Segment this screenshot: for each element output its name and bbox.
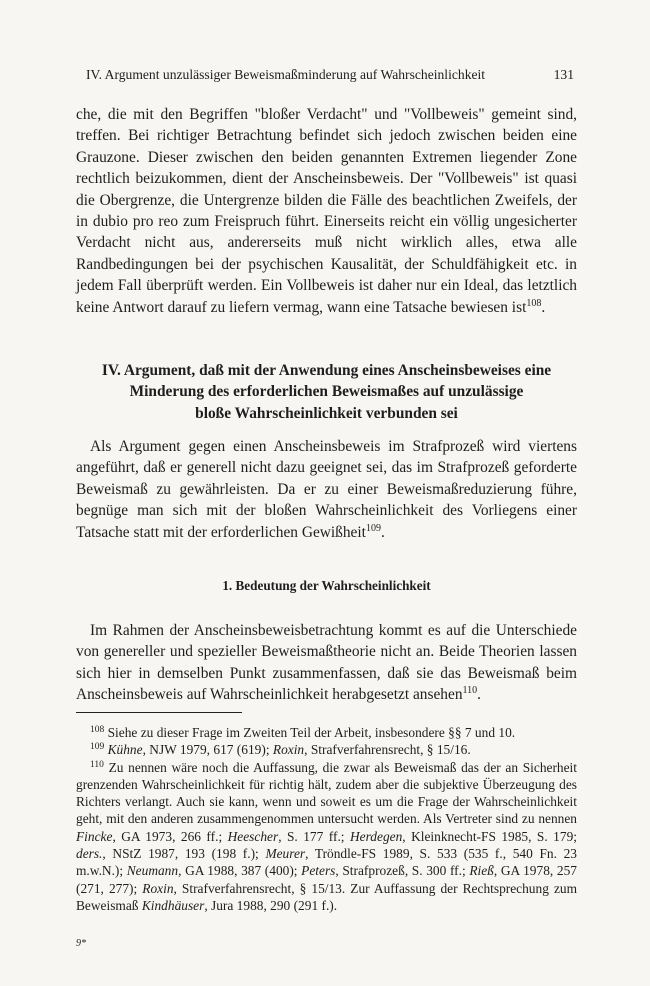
author-name: ders.	[76, 846, 103, 862]
author-name: Peters	[301, 863, 336, 879]
author-name: Kindhäuser	[141, 897, 205, 913]
footnote-ref-110[interactable]: 110	[462, 685, 478, 697]
footnote-number: 110	[90, 759, 104, 770]
footnote-110: $^{110}$ Zu nennen wäre noch die Auffassung, die zwar als Beweismaß das der an Sicherheit grenzenden Wahrscheinlichkeit für richtig hält, zudem aber die subjektive Überzeugung des Richters verlangt. Auch sie kann, wenn und soweit es um die Frage der Wahrscheinlichkeit geht, mit den anderen zusammengenommen untersucht werden. Als Vertreter sind zu nennen Fincke, GA 1973, 266 ff.; Heescher, S. 177 ff.; Herdegen, Kleinknecht-FS 1985, S. 179; ders., NStZ 1987, 193 (198 f.); Meurer, Tröndle-FS 1989, S. 533 (535 f., 540 Fn. 23 m.w.N.); Neumann, GA 1988, 387 (400); Peters, Strafprozeß, S. 300 ff.; Rieß, GA 1978, 257 (271, 277); Roxin, Strafverfahrensrecht, § 15/13. Zur Auffassung der Rechtsprechung zum Beweismaß Kindhäuser, Jura 1988, 290 (291 f.).	[76, 759, 578, 913]
author-name: Kühne	[107, 742, 143, 758]
subsection-heading: 1. Bedeutung der Wahrscheinlichkeit	[222, 578, 431, 593]
author-name: Fincke	[76, 828, 113, 844]
footnote-109: $^{109}$ Kühne, NJW 1979, 617 (619); Roxin, Strafverfahrensrecht, § 15/16.	[90, 742, 471, 758]
running-header-title: IV. Argument unzulässiger Beweismaßminderung auf Wahrscheinlichkeit	[86, 67, 486, 82]
author-name: Herdegen	[349, 828, 403, 844]
footnote-ref-109[interactable]: 109	[365, 522, 381, 534]
paragraph-text: che, die mit den Begriffen "bloßer Verdacht" und "Vollbeweis" gemeint sind, treffen. Bei richtiger Betrachtung befindet sich jedoch zwischen beiden eine Grauzone. Dieser zwischen den beiden genannten Extremen liegender Zone rechtlich beizukommen, dient der Anscheinsbeweis. Der "Vollbeweis" ist quasi die Obergrenze, die Untergrenze bilden die Fälle des beachtlichen Zweifels, der in dubio pro reo zum Freispruch führt. Einerseits reicht ein völlig ungesicherter Verdacht nicht aus, andererseits muß nicht wirklich alles, etwa alle Randbedingungen bei der psychischen Kausalität, der Schuldfähigkeit etc. in jedem Fall überprüft werden. Ein Vollbeweis ist daher nur ein Ideal, das letztlich keine Antwort darauf zu liefern vermag, wann eine Tatsache bewiesen ist	[76, 106, 577, 316]
footnote-number: 109	[90, 742, 105, 753]
footnote-number: 108	[90, 725, 105, 735]
paragraph: Im Rahmen der Anscheinsbeweisbetrachtung kommt es auf die Unterschiede von genereller und spezieller Beweismaßtheorie nicht an. Beide Theorien lassen sich hier in demselben Punkt zusammenfassen, daß sie das Beweismaß beim Anscheinsbeweis auf Wahrscheinlichkeit herabgesetzt ansehen$^{110}$.	[76, 622, 577, 704]
footnotes	[76, 724, 577, 914]
author-name: Roxin	[142, 880, 174, 896]
section-heading-line: IV. Argument, daß mit der Anwendung eines Anscheinsbeweises eine	[101, 362, 552, 379]
section-heading	[76, 360, 577, 424]
footnote-108: $^{108}$ Siehe zu dieser Frage im Zweiten Teil der Arbeit, insbesondere §§ 7 und 10.	[90, 725, 516, 740]
sheet-signature: 9*	[76, 938, 86, 949]
author-name: Rieß	[469, 863, 494, 879]
paragraph-text: Im Rahmen der Anscheinsbeweisbetrachtung kommt es auf die Unterschiede von genereller und spezieller Beweismaßtheorie nicht an. Beide Theorien lassen sich hier in demselben Punkt zusammenfassen, daß sie das Beweismaß beim Anscheinsbeweis auf Wahrscheinlichkeit herabgesetzt ansehen	[76, 622, 577, 704]
section-heading-line: Minderung des erforderlichen Beweismaßes auf unzulässige	[129, 383, 524, 401]
footnote-separator	[76, 712, 242, 713]
author-name: Meurer	[265, 846, 306, 862]
author-name: Heescher	[227, 828, 279, 844]
author-name: Roxin	[272, 742, 305, 758]
paragraph-text: Als Argument gegen einen Anscheinsbeweis im Strafprozeß wird viertens angeführt, daß er generell nicht dazu geeignet sei, das im Strafprozeß geforderte Beweismaß zu gewährleisten. Da er zu einer Beweismaßreduzierung führe, begnüge man sich mit der bloßen Wahrscheinlichkeit des Vorliegens einer Tatsache statt mit der erforderlichen Gewißheit	[76, 438, 577, 541]
footnote-ref-108[interactable]: 108	[526, 297, 542, 309]
paragraph: Als Argument gegen einen Anscheinsbeweis im Strafprozeß wird viertens angeführt, daß er generell nicht dazu geeignet sei, das im Strafprozeß geforderte Beweismaß zu gewährleisten. Da er zu einer Beweismaßreduzierung führe, begnüge man sich mit der bloßen Wahrscheinlichkeit des Vorliegens einer Tatsache statt mit der erforderlichen Gewißheit$^{109}$.	[76, 438, 577, 541]
page-number: 131	[553, 67, 574, 82]
author-name: Neumann	[126, 863, 179, 879]
paragraph-continued: che, die mit den Begriffen "bloßer Verdacht" und "Vollbeweis" gemeint sind, treffen. Bei richtiger Betrachtung befindet sich jedoch zwischen beiden eine Grauzone. Dieser zwischen den beiden genannten Extremen liegender Zone rechtlich beizukommen, dient der Anscheinsbeweis. Der "Vollbeweis" ist quasi die Obergrenze, die Untergrenze bilden die Fälle des beachtlichen Zweifels, der in dubio pro reo zum Freispruch führt. Einerseits reicht ein völlig ungesicherter Verdacht nicht aus, andererseits muß nicht wirklich alles, etwa alle Randbedingungen bei der psychischen Kausalität, der Schuldfähigkeit etc. in jedem Fall überprüft werden. Ein Vollbeweis ist daher nur ein Ideal, das letztlich keine Antwort darauf zu liefern vermag, wann eine Tatsache bewiesen ist$^{108}$.	[76, 106, 577, 316]
section-heading-line: bloße Wahrscheinlichkeit verbunden sei	[195, 404, 458, 422]
